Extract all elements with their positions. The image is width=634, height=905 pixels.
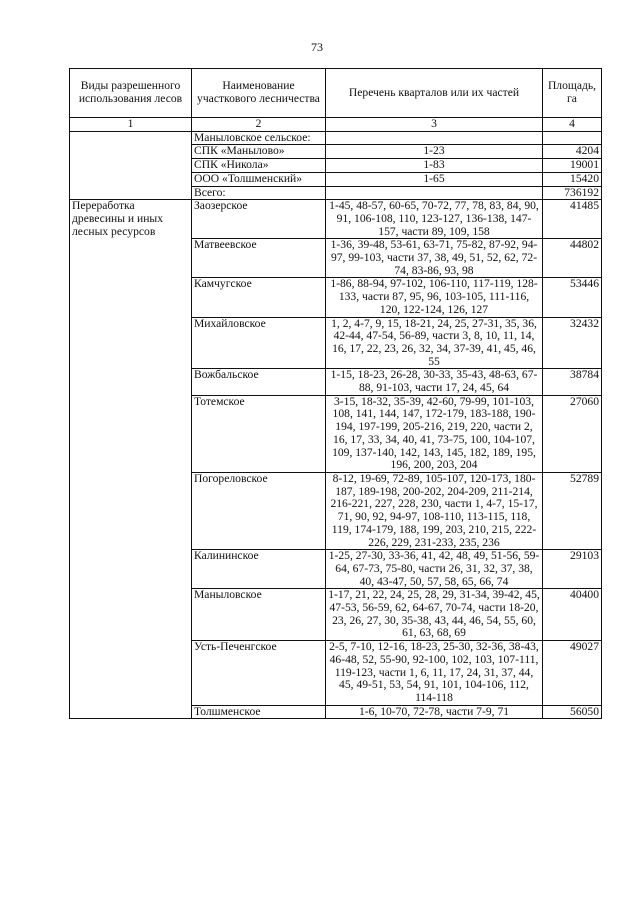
area-value: 32432 [543,317,602,369]
header-usage-type: Виды разрешенного использования лесов [70,69,192,118]
forestry-name: Вожбальское [192,369,326,395]
quarters-list: 2-5, 7-10, 12-16, 18-23, 25-30, 32-36, 38-43, 46-48, 52, 55-90, 92-100, 102, 103, 107-111, 119-123, части 1, 6, 11, 17, 24, 31, 37, 44, 45, 49-51, 53, 54, 91, 101, 104-106, 112, 114-118 [326,641,543,706]
area-value: 19001 [543,159,602,173]
header-forestry-name: Наименование участкового лесничества [192,69,326,118]
quarters-list: 1-6, 10-70, 72-78, части 7-9, 71 [326,705,543,719]
quarters-list [326,186,543,200]
forestry-name: СПК «Манылово» [192,145,326,159]
usage-type-label: Переработка древесины и иных лесных ресурсов [70,200,192,719]
forestry-name: Маныловское сельское: [192,131,326,145]
forest-use-table [69,68,602,719]
forestry-name: Калининское [192,550,326,589]
forestry-name: Маныловское [192,589,326,641]
area-value: 40400 [543,589,602,641]
area-value [543,131,602,145]
quarters-list: 1-45, 48-57, 60-65, 70-72, 77, 78, 83, 84, 90, 91, 106-108, 110, 123-127, 136-138, 147-157, части 89, 109, 158 [326,200,543,239]
total-area-value: 736192 [543,186,602,200]
quarters-list: 1-25, 27-30, 33-36, 41, 42, 48, 49, 51-56, 59-64, 67-73, 75-80, части 26, 31, 32, 37, 38, 40, 43-47, 50, 57, 58, 65, 66, 74 [326,550,543,589]
area-value: 4204 [543,145,602,159]
area-value: 53446 [543,278,602,317]
header-row [70,69,602,118]
forestry-name: Заозерское [192,200,326,239]
column-number: 2 [192,118,326,132]
quarters-list: 3-15, 18-32, 35-39, 42-60, 79-99, 101-103, 108, 141, 144, 147, 172-179, 183-188, 190-194, 197-199, 205-216, 219, 220, части 2, 16, 17, 33, 34, 40, 41, 73-75, 100, 104-107, 109, 137-140, 142, 143, 145, 182, 189, 195, 196, 200, 203, 204 [326,395,543,472]
forestry-name: СПК «Никола» [192,159,326,173]
quarters-list: 1-86, 88-94, 97-102, 106-110, 117-119, 128-133, части 87, 95, 96, 103-105, 111-116, 120, 122-124, 126, 127 [326,278,543,317]
forestry-name: Михайловское [192,317,326,369]
page-number: 73 [311,40,323,54]
column-number: 3 [326,118,543,132]
area-value: 29103 [543,550,602,589]
header-quarters-list: Перечень кварталов или их частей [326,69,543,118]
column-number: 4 [543,118,602,132]
column-numbers-row [70,118,602,132]
forestry-name: Матвеевское [192,239,326,278]
total-label: Всего: [192,186,326,200]
area-value: 52789 [543,472,602,549]
forestry-name: ООО «Толшменский» [192,172,326,186]
quarters-list: 1-23 [326,145,543,159]
forestry-name: Погореловское [192,472,326,549]
area-value: 41485 [543,200,602,239]
column-number: 1 [70,118,192,132]
area-value: 49027 [543,641,602,706]
area-value: 15420 [543,172,602,186]
forestry-name: Толшменское [192,705,326,719]
quarters-list: 1-65 [326,172,543,186]
quarters-list [326,131,543,145]
area-value: 44802 [543,239,602,278]
quarters-list: 1, 2, 4-7, 9, 15, 18-21, 24, 25, 27-31, 35, 36, 42-44, 47-54, 56-89, части 3, 8, 10, 11, 14, 16, 17, 22, 23, 26, 32, 34, 37-39, 41, 45, 46, 55 [326,317,543,369]
forestry-name: Тотемское [192,395,326,472]
quarters-list: 1-17, 21, 22, 24, 25, 28, 29, 31-34, 39-42, 45, 47-53, 56-59, 62, 64-67, 70-74, части 18-20, 23, 26, 27, 30, 35-38, 43, 44, 46, 54, 55, 60, 61, 63, 68, 69 [326,589,543,641]
usage-type-cell-empty [70,131,192,200]
forestry-name: Камчугское [192,278,326,317]
table-row [70,131,602,145]
quarters-list: 1-15, 18-23, 26-28, 30-33, 35-43, 48-63, 67-88, 91-103, части 17, 24, 45, 64 [326,369,543,395]
area-value: 56050 [543,705,602,719]
area-value: 27060 [543,395,602,472]
forestry-name: Усть-Печенгское [192,641,326,706]
quarters-list: 8-12, 19-69, 72-89, 105-107, 120-173, 180-187, 189-198, 200-202, 204-209, 211-214, 216-221, 227, 228, 230, части 1, 4-7, 15-17, 71, 90, 92, 94-97, 108-110, 113-115, 118, 119, 174-179, 188, 199, 203, 210, 215, 222-226, 229, 231-233, 235, 236 [326,472,543,549]
quarters-list: 1-36, 39-48, 53-61, 63-71, 75-82, 87-92, 94-97, 99-103, части 37, 38, 49, 51, 52, 62, 72-74, 83-86, 93, 98 [326,239,543,278]
table-row [70,200,602,239]
header-area: Площадь, га [543,69,602,118]
area-value: 38784 [543,369,602,395]
quarters-list: 1-83 [326,159,543,173]
